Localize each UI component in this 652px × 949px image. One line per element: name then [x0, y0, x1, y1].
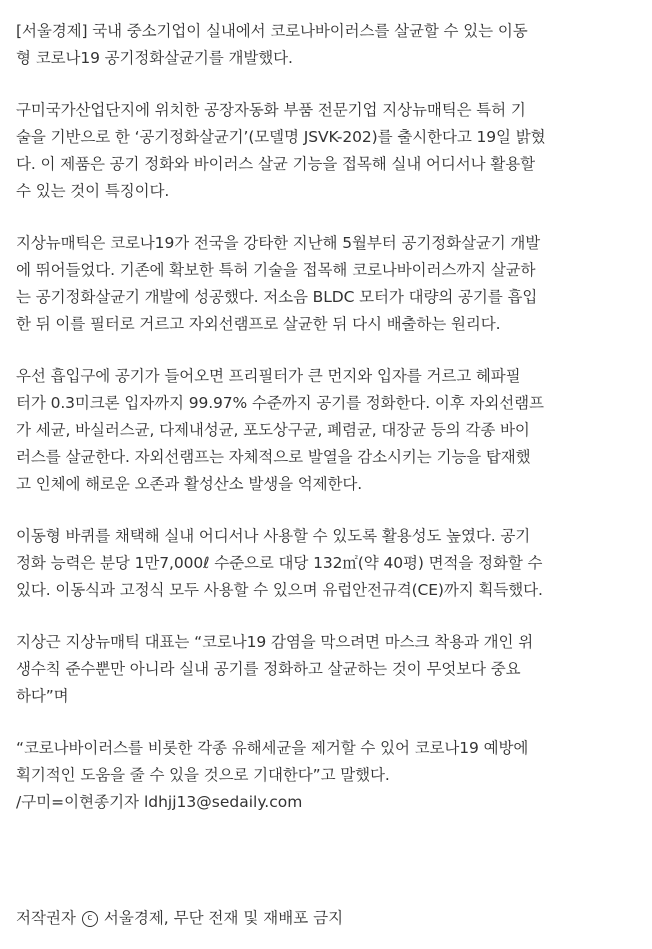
article-body [16, 18, 640, 816]
article-paragraph-quote: 지상근 지상뉴매틱 대표는 “코로나19 감염을 막으려면 마스크 착용과 개인 위 생수칙 준수뿐만 아니라 실내 공기를 정화하고 살균하는 것이 무엇보다 중요 하다”며 [16, 633, 534, 705]
article-paragraph: 우선 흡입구에 공기가 들어오면 프리필터가 큰 먼지와 입자를 거르고 헤파필 터가 0.3미크론 입자까지 99.97% 수준까지 공기를 정화한다. 이후 자외선램프 가 세균, 바실러스균, 다제내성균, 포도상구균, 폐렴균, 대장균 등의 각종 바이 러스를 살균한다. 자외선램프는 자체적으로 발열을 감소시키는 기능을 탑재했 고 인체에 해로운 오존과 활성산소 발생을 억제한다. [16, 367, 544, 493]
article-paragraph-lead: [서울경제] 국내 중소기업이 실내에서 코로나바이러스를 살균할 수 있는 이동 형 코로나19 공기정화살균기를 개발했다. [16, 22, 528, 67]
article-byline: /구미=이현종기자 ldhjj13@sedaily.com [16, 793, 303, 811]
copyright-icon: c [82, 911, 98, 927]
article-paragraph: 구미국가산업단지에 위치한 공장자동화 부품 전문기업 지상뉴매틱은 특허 기 술을 기반으로 한 ‘공기정화살균기’(모델명 JSVK-202)를 출시한다고 19일 밝혔 다. 이 제품은 공기 정화와 바이러스 살균 기능을 접목해 실내 어디서나 활용할 수 있는 것이 특징이다. [16, 101, 546, 200]
article-paragraph: 이동형 바퀴를 채택해 실내 어디서나 사용할 수 있도록 활용성도 높였다. 공기 정화 능력은 분당 1만7,000ℓ 수준으로 대당 132㎡(약 40평) 면적을 정화할 수 있다. 이동식과 고정식 모두 사용할 수 있으며 유럽안전규격(CE)까지 획득했다. [16, 527, 543, 599]
article-paragraph-quote: “코로나바이러스를 비롯한 각종 유해세균을 제거할 수 있어 코로나19 예방에 획기적인 도움을 줄 수 있을 것으로 기대한다”고 말했다. [16, 739, 529, 784]
copyright-notice [16, 905, 343, 932]
article-paragraph: 지상뉴매틱은 코로나19가 전국을 강타한 지난해 5월부터 공기정화살균기 개발 에 뛰어들었다. 기존에 확보한 특허 기술을 접목해 코로나바이러스까지 살균하 는 공기정화살균기 개발에 성공했다. 저소음 BLDC 모터가 대량의 공기를 흡입 한 뒤 이를 필터로 거르고 자외선램프로 살균한 뒤 다시 배출하는 원리다. [16, 234, 541, 333]
copyright-text: 서울경제, 무단 전재 및 재배포 금지 [103, 909, 344, 927]
copyright-label: 저작권자 [16, 909, 76, 927]
